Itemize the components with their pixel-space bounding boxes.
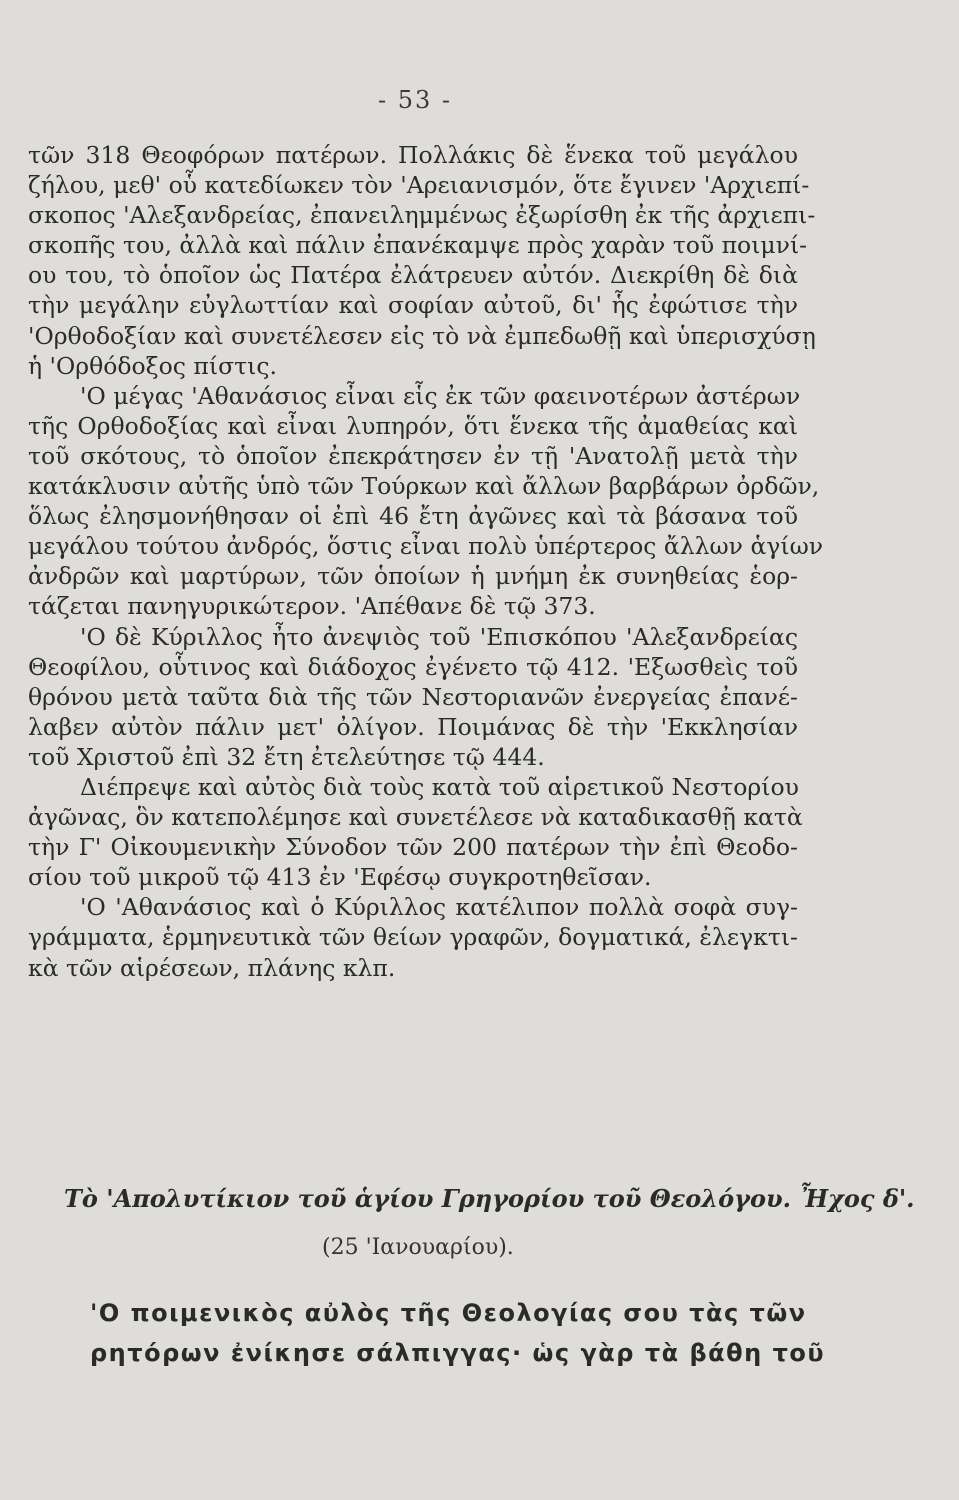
text-line: τοῦ Χριστοῦ ἐπὶ 32 ἔτη ἐτελεύτησε τῷ 444.: [28, 742, 545, 771]
text-line: ου του, τὸ ὁποῖον ὡς Πατέρα ἐλάτρευεν αὐτόν. Διεκρίθη δὲ διὰ: [28, 261, 798, 290]
text-line: 'Ορθοδοξίαν καὶ συνετέλεσεν εἰς τὸ νὰ ἐμπεδωθῇ καὶ ὑπερισχύσῃ: [28, 321, 816, 350]
text-line: σκοπος 'Αλεξανδρείας, ἐπανειλημμένως ἐξωρίσθη ἐκ τῆς ἀρχιεπι-: [28, 201, 816, 230]
text-line: 'Ο δὲ Κύριλλος ἦτο ἀνεψιὸς τοῦ 'Επισκόπου 'Αλεξανδρείας: [80, 622, 798, 651]
paragraph: [28, 772, 803, 892]
text-line: ἡ 'Ορθόδοξος πίστις.: [28, 351, 277, 380]
text-line: τὴν Γ' Οἰκουμενικὴν Σύνοδον τῶν 200 πατέρων τὴν ἐπὶ Θεοδο-: [28, 833, 798, 862]
text-line: ἀγῶνας, ὃν κατεπολέμησε καὶ συνετέλεσε νὰ καταδικασθῇ κατὰ: [28, 803, 803, 832]
paragraph: [28, 381, 824, 622]
text-line: σίου τοῦ μικροῦ τῷ 413 ἐν 'Εφέσῳ συγκροτηθεῖσαν.: [28, 863, 652, 892]
text-line: τῶν 318 Θεοφόρων πατέρων. Πολλάκις δὲ ἕνεκα τοῦ μεγάλου: [28, 141, 798, 169]
text-line: 'Ο μέγας 'Αθανάσιος εἶναι εἷς ἐκ τῶν φαεινοτέρων ἀστέρων: [80, 381, 801, 410]
text-line: ὅλως ἐλησμονήθησαν οἱ ἐπὶ 46 ἔτη ἀγῶνες καὶ τὰ βάσανα τοῦ: [28, 502, 798, 531]
page-number: - 53 -: [377, 86, 452, 114]
text-line: κατάκλυσιν αὐτῆς ὑπὸ τῶν Τούρκων καὶ ἄλλων βαρβάρων ὀρδῶν,: [28, 472, 820, 501]
paragraph: [28, 622, 798, 772]
body-text: [28, 140, 824, 983]
text-line: ἀνδρῶν καὶ μαρτύρων, τῶν ὁποίων ἡ μνήμη ἐκ συνηθείας ἑορ-: [28, 562, 798, 591]
section-date: (25 'Ιανουαρίου).: [322, 1235, 514, 1260]
text-line: θρόνου μετὰ ταῦτα διὰ τῆς τῶν Νεστοριανῶν ἐνεργείας ἐπανέ-: [28, 682, 798, 711]
text-line: Διέπρεψε καὶ αὐτὸς διὰ τοὺς κατὰ τοῦ αἱρετικοῦ Νεστορίου: [80, 772, 799, 801]
text-line: 'Ο 'Αθανάσιος καὶ ὁ Κύριλλος κατέλιπον πολλὰ σοφὰ συγ-: [80, 893, 798, 922]
section-heading: Τὸ 'Απολυτίκιον τοῦ ἁγίου Γρηγορίου τοῦ Θεολόγου. Ἦχος δ'.: [64, 1184, 915, 1213]
hymn-line: 'Ο ποιμενικὸς αὐλὸς τῆς Θεολογίας σου τὰς τῶν: [90, 1299, 807, 1327]
hymn-line: ρητόρων ἐνίκησε σάλπιγγας· ὡς γὰρ τὰ βάθη τοῦ: [90, 1339, 826, 1367]
text-line: Θεοφίλου, οὗτινος καὶ διάδοχος ἐγένετο τῷ 412. 'Εξωσθεὶς τοῦ: [28, 652, 798, 681]
text-line: σκοπῆς του, ἀλλὰ καὶ πάλιν ἐπανέκαμψε πρὸς χαρὰν τοῦ ποιμνί-: [28, 231, 808, 260]
text-line: μεγάλου τούτου ἀνδρός, ὅστις εἶναι πολὺ ὑπέρτερος ἄλλων ἁγίων: [28, 532, 824, 561]
text-line: τάζεται πανηγυρικώτερον. 'Απέθανε δὲ τῷ 373.: [28, 592, 596, 621]
text-line: λαβεν αὐτὸν πάλιν μετ' ὀλίγον. Ποιμάνας δὲ τὴν 'Εκκλησίαν: [28, 712, 798, 741]
text-line: κὰ τῶν αἱρέσεων, πλάνης κλπ.: [28, 953, 396, 982]
text-line: τὴν μεγάλην εὐγλωττίαν καὶ σοφίαν αὐτοῦ, δι' ἧς ἐφώτισε τὴν: [28, 291, 798, 320]
text-line: τῆς Ορθοδοξίας καὶ εἶναι λυπηρόν, ὅτι ἕνεκα τῆς ἀμαθείας καὶ: [28, 411, 798, 440]
paragraph: [28, 140, 816, 381]
text-line: γράμματα, ἑρμηνευτικὰ τῶν θείων γραφῶν, δογματικά, ἐλεγκτι-: [28, 923, 798, 952]
text-line: τοῦ σκότους, τὸ ὁποῖον ἐπεκράτησεν ἐν τῇ 'Ανατολῇ μετὰ τὴν: [28, 441, 798, 470]
hymn-text: [90, 1293, 826, 1373]
text-line: ζήλου, μεθ' οὗ κατεδίωκεν τὸν 'Αρειανισμόν, ὅτε ἔγινεν 'Αρχιεπί-: [28, 171, 810, 200]
paragraph: [28, 892, 798, 982]
